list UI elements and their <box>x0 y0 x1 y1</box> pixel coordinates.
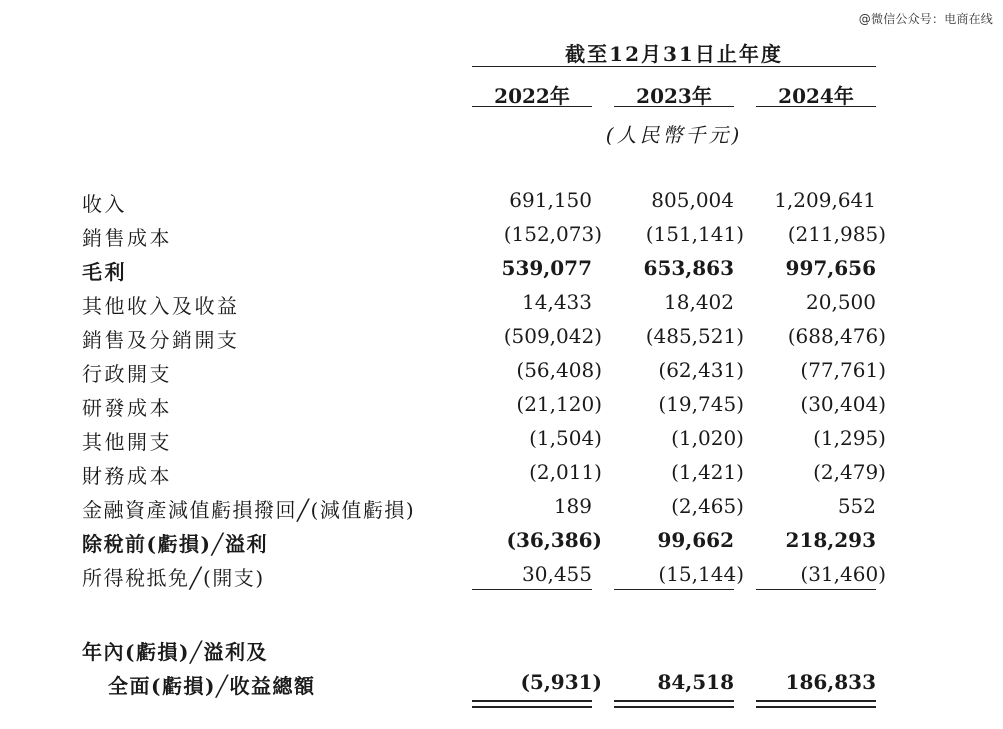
value-2022: (5,931) <box>520 670 602 694</box>
value-2023: (19,745) <box>658 392 744 416</box>
value-2022: 30,455 <box>522 562 592 586</box>
row-other-income <box>0 290 1003 324</box>
value-2024: 552 <box>837 494 876 518</box>
row-total-comprehensive <box>0 670 1003 704</box>
value-2023: (1,421) <box>671 460 744 484</box>
watermark: @微信公众号：电商在线 <box>858 12 993 26</box>
value-2024: (211,985) <box>787 222 886 246</box>
value-2024: 997,656 <box>785 256 876 280</box>
year-header-2023: 2023年 <box>636 84 712 108</box>
row-label: 財務成本 <box>82 464 172 488</box>
subtotal-rule-2022 <box>472 589 592 590</box>
total-label-line1: 年內(虧損)╱溢利及 <box>82 640 268 664</box>
total-double-rule-2023 <box>614 700 734 708</box>
value-2023: 805,004 <box>651 188 734 212</box>
value-2022: 14,433 <box>522 290 592 314</box>
row-impairment <box>0 494 1003 528</box>
year-underline-2022 <box>472 106 592 107</box>
row-label: 行政開支 <box>82 362 172 386</box>
value-2024: 186,833 <box>785 670 876 694</box>
value-2023: 18,402 <box>664 290 734 314</box>
value-2023: (1,020) <box>671 426 744 450</box>
row-label: 收入 <box>82 192 127 216</box>
row-label: 銷售成本 <box>82 226 172 250</box>
total-label-line2: 全面(虧損)╱收益總額 <box>108 674 316 698</box>
period-underline <box>472 66 876 67</box>
row-label: 除稅前(虧損)╱溢利 <box>82 532 268 556</box>
value-2022: (152,073) <box>503 222 602 246</box>
value-2022: 691,150 <box>509 188 592 212</box>
row-label: 其他收入及收益 <box>82 294 240 318</box>
period-header: 截至12月31日止年度 <box>565 42 783 66</box>
value-2022: (2,011) <box>529 460 602 484</box>
value-2024: (688,476) <box>787 324 886 348</box>
value-2024: (31,460) <box>800 562 886 586</box>
row-label: 銷售及分銷開支 <box>82 328 240 352</box>
value-2023: (2,465) <box>671 494 744 518</box>
row-total-label-line1 <box>0 636 1003 670</box>
row-label: 毛利 <box>82 260 127 284</box>
value-2023: 84,518 <box>657 670 734 694</box>
row-profit-before-tax <box>0 528 1003 562</box>
year-underline-2023 <box>614 106 734 107</box>
row-selling-expenses <box>0 324 1003 358</box>
row-finance-costs <box>0 460 1003 494</box>
value-2024: (77,761) <box>800 358 886 382</box>
row-cost-of-sales <box>0 222 1003 256</box>
value-2023: 653,863 <box>643 256 734 280</box>
value-2022: (36,386) <box>506 528 602 552</box>
value-2024: 1,209,641 <box>774 188 876 212</box>
row-revenue <box>0 188 1003 222</box>
subtotal-rule-2023 <box>614 589 734 590</box>
value-2023: (151,141) <box>645 222 744 246</box>
currency-unit: (人民幣千元) <box>605 123 743 147</box>
row-income-tax <box>0 562 1003 596</box>
value-2023: (62,431) <box>658 358 744 382</box>
row-gross-profit <box>0 256 1003 290</box>
row-label: 所得稅抵免╱(開支) <box>82 566 265 590</box>
value-2024: (1,295) <box>813 426 886 450</box>
row-label: 其他開支 <box>82 430 172 454</box>
value-2024: 20,500 <box>806 290 876 314</box>
row-label: 金融資產減值虧損撥回╱(減值虧損) <box>82 498 416 522</box>
year-header-2022: 2022年 <box>494 84 570 108</box>
value-2022: (509,042) <box>503 324 602 348</box>
value-2023: (485,521) <box>645 324 744 348</box>
value-2022: 539,077 <box>501 256 592 280</box>
value-2022: (56,408) <box>516 358 602 382</box>
year-header-2024: 2024年 <box>778 84 854 108</box>
value-2023: (15,144) <box>658 562 744 586</box>
value-2022: (1,504) <box>529 426 602 450</box>
subtotal-rule-2024 <box>756 589 876 590</box>
row-label: 研發成本 <box>82 396 172 420</box>
value-2024: 218,293 <box>785 528 876 552</box>
value-2022: 189 <box>553 494 592 518</box>
year-underline-2024 <box>756 106 876 107</box>
value-2022: (21,120) <box>516 392 602 416</box>
value-2024: (30,404) <box>800 392 886 416</box>
value-2023: 99,662 <box>657 528 734 552</box>
row-admin-expenses <box>0 358 1003 392</box>
row-rd-costs <box>0 392 1003 426</box>
total-double-rule-2024 <box>756 700 876 708</box>
value-2024: (2,479) <box>813 460 886 484</box>
row-other-expenses <box>0 426 1003 460</box>
total-double-rule-2022 <box>472 700 592 708</box>
